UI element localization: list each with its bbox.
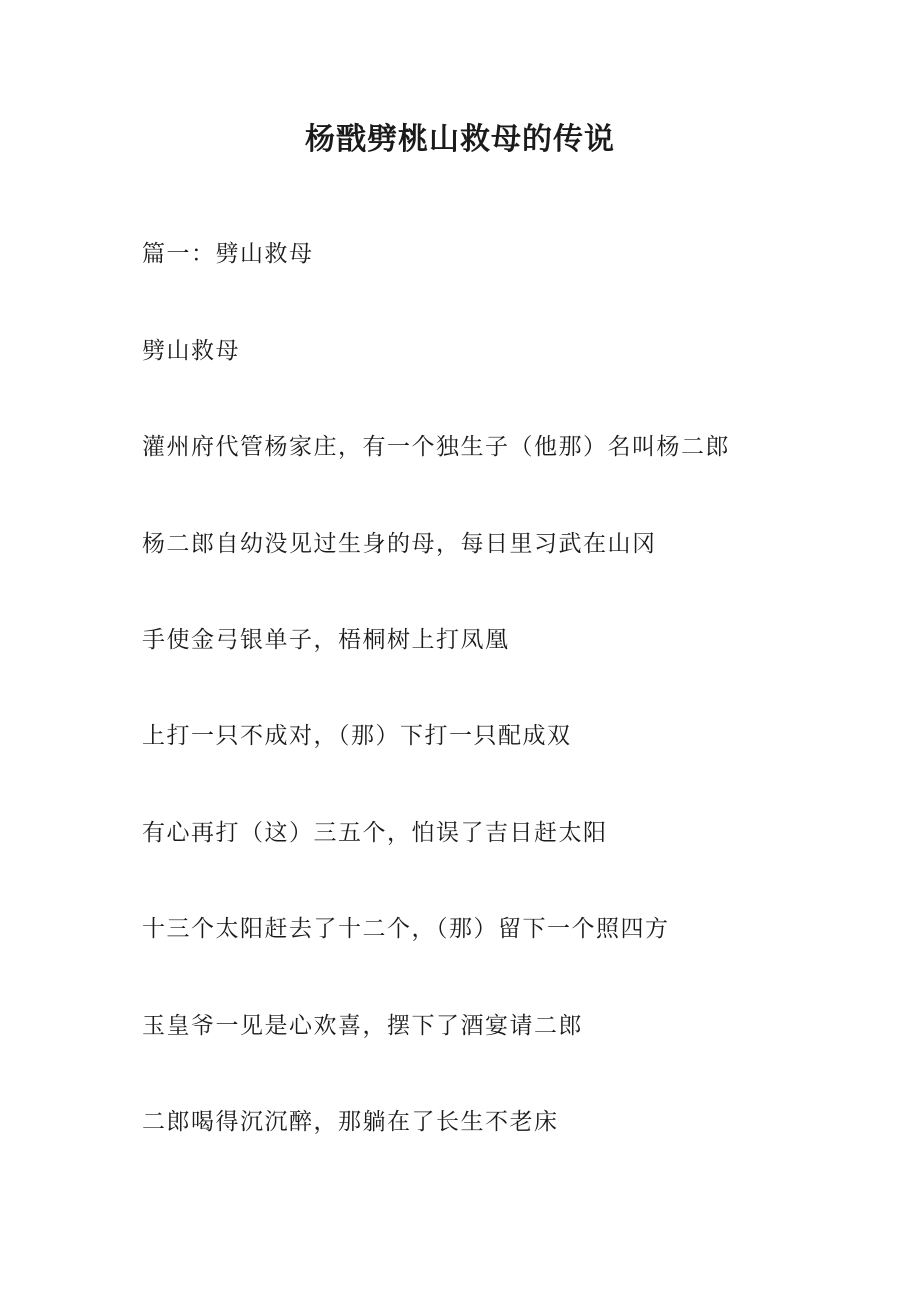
paragraph-line: 十三个太阳赶去了十二个，（那）留下一个照四方 (142, 916, 670, 942)
paragraph-subheading: 劈山救母 (142, 338, 240, 364)
document-title: 杨戬劈桃山救母的传说 (305, 122, 615, 157)
paragraph-line: 灌州府代管杨家庄，有一个独生子（他那）名叫杨二郎 (142, 434, 730, 460)
paragraph-line: 手使金弓银单子，梧桐树上打凤凰 (142, 627, 510, 653)
paragraph-line: 有心再打（这）三五个，怕误了吉日赶太阳 (142, 820, 608, 846)
paragraph-section-heading: 篇一：劈山救母 (142, 241, 314, 267)
paragraph-line: 上打一只不成对，（那）下打一只配成双 (142, 723, 572, 749)
paragraph-line: 二郎喝得沉沉醉，那躺在了长生不老床 (142, 1109, 559, 1135)
paragraph-line: 玉皇爷一见是心欢喜，摆下了酒宴请二郎 (142, 1013, 583, 1039)
paragraph-line: 杨二郎自幼没见过生身的母，每日里习武在山冈 (142, 531, 657, 557)
